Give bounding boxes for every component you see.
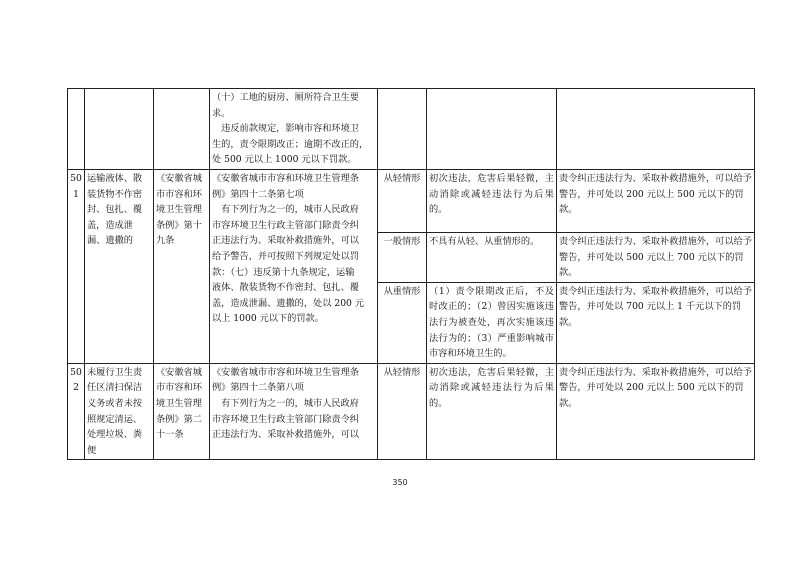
law-text: 《安徽省城市市容和环境卫生管理条 例》第四十二条第七项 有下列行为之一的，城市人民政府 市容环境卫生行政主管部门除责令纠 正违法行为、采取补救措施外，可以 给予警告，并可按照下列规定处以罚 款：（七）违反第十九条规定，运输 液体、散装货物不作密封、包扎、覆 盖，造成泄漏、遗撒的，处以 200 元 以上 1000 元以下的罚款。 <box>210 169 378 363</box>
applicable-condition: 初次违法，危害后果轻微，主动消除或减轻违法行为后果的。 <box>427 169 557 232</box>
legal-basis <box>154 89 210 170</box>
violation-item: 运输液体、散装货物不作密封、包扎、覆盖，造成泄漏、遗撒的 <box>85 169 154 363</box>
penalty-standard: 责令纠正违法行为、采取补救措施外，可以给予警告，并可处以 200 元以上 500 元以下的罚款。 <box>557 363 755 460</box>
table-row <box>68 169 755 232</box>
applicable-condition <box>427 89 557 170</box>
discretion-level: 从轻情形 <box>378 169 427 232</box>
law-text: （十）工地的厨房、厕所符合卫生要 求。 违反前款规定，影响市容和环境卫 生的，责令限期改正；逾期不改正的， 处 500 元以上 1000 元以下罚款。 <box>210 89 378 170</box>
legal-basis: 《安徽省城市市容和环境卫生管理条例》第二十一条 <box>154 363 210 460</box>
penalty-standard: 责令纠正违法行为、采取补救措施外，可以给予警告，并可处以 500 元以上 700 元以下的罚款。 <box>557 232 755 282</box>
discretion-level: 一般情形 <box>378 232 427 282</box>
discretion-level: 从轻情形 <box>378 363 427 460</box>
item-number <box>68 89 85 170</box>
law-text: 《安徽省城市市容和环境卫生管理条 例》第四十二条第八项 有下列行为之一的，城市人民政府 市容环境卫生行政主管部门除责令纠 正违法行为、采取补救措施外，可以 <box>210 363 378 460</box>
penalty-standard <box>557 89 755 170</box>
violation-item: 未履行卫生责任区清扫保洁义务或者未按照规定清运、处理垃圾、粪便 <box>85 363 154 460</box>
applicable-condition: 不具有从轻、从重情形的。 <box>427 232 557 282</box>
discretion-level <box>378 89 427 170</box>
table-row <box>68 363 755 460</box>
penalty-standard: 责令纠正违法行为、采取补救措施外，可以给予警告，并可处以 700 元以上 1 千元以下的罚款。 <box>557 282 755 363</box>
applicable-condition: 初次违法，危害后果轻微，主动消除或减轻违法行为后果的。 <box>427 363 557 460</box>
penalty-standard: 责令纠正违法行为、采取补救措施外，可以给予警告，并可处以 200 元以上 500 元以下的罚款。 <box>557 169 755 232</box>
item-number: 501 <box>68 169 85 363</box>
penalty-standards-table <box>67 88 755 460</box>
legal-basis: 《安徽省城市市容和环境卫生管理条例》第十九条 <box>154 169 210 363</box>
applicable-condition: （1）责令限期改正后，不及时改正的；（2）曾因实施该违法行为被查处，再次实施该违法行为的；（3）严重影响城市市容和环境卫生的。 <box>427 282 557 363</box>
page-number: 350 <box>392 478 408 487</box>
table-row <box>68 89 755 170</box>
violation-item <box>85 89 154 170</box>
item-number: 502 <box>68 363 85 460</box>
discretion-level: 从重情形 <box>378 282 427 363</box>
